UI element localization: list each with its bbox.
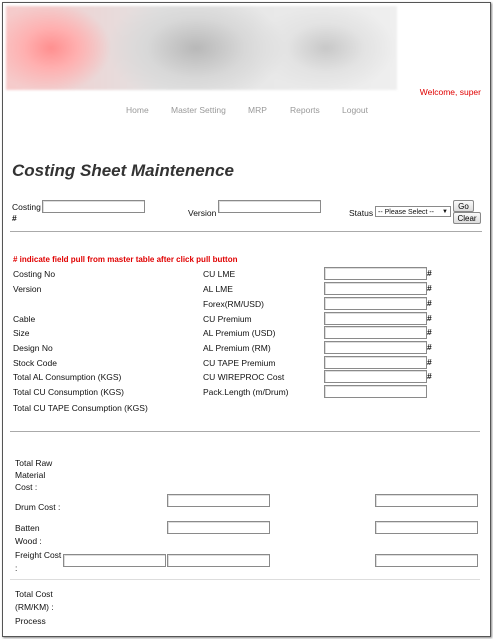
al-lme-label: AL LME bbox=[203, 284, 233, 294]
company-banner-logo bbox=[6, 6, 397, 90]
al-lme-hash: # bbox=[427, 283, 432, 293]
total-cu-tape-consumption-label: Total CU TAPE Consumption (KGS) bbox=[13, 403, 148, 413]
clear-button[interactable]: Clear bbox=[453, 212, 481, 224]
freight-cost-label-line2: : bbox=[15, 563, 18, 573]
cu-premium-input[interactable] bbox=[324, 312, 427, 325]
raw-material-label-line1: Total Raw bbox=[15, 458, 53, 468]
costing-label: Costing bbox=[12, 202, 41, 212]
divider bbox=[10, 579, 480, 580]
cu-tape-premium-input[interactable] bbox=[324, 356, 427, 369]
cu-wireproc-cost-input[interactable] bbox=[324, 370, 427, 383]
total-al-consumption-label: Total AL Consumption (KGS) bbox=[13, 372, 122, 382]
freight-cost-input[interactable] bbox=[63, 554, 166, 567]
version-field-label: Version bbox=[13, 284, 42, 294]
cu-premium-label: CU Premium bbox=[203, 314, 252, 324]
nav-reports[interactable]: Reports bbox=[290, 105, 320, 115]
raw-material-label-line2: Material bbox=[15, 470, 46, 480]
costing-no-label: Costing No bbox=[13, 269, 56, 279]
pack-length-input[interactable] bbox=[324, 385, 427, 398]
cu-tape-premium-hash: # bbox=[427, 357, 432, 367]
al-premium-rm-label: AL Premium (RM) bbox=[203, 343, 271, 353]
costing-hash: # bbox=[12, 213, 17, 223]
nav-logout[interactable]: Logout bbox=[342, 105, 368, 115]
divider bbox=[10, 231, 482, 232]
total-cost-label-line3: Process bbox=[15, 616, 46, 626]
divider bbox=[10, 431, 480, 432]
version-label: Version bbox=[188, 208, 217, 218]
total-cost-label-line2: (RM/KM) : bbox=[15, 602, 54, 612]
al-premium-usd-hash: # bbox=[427, 327, 432, 337]
al-premium-usd-input[interactable] bbox=[324, 326, 427, 339]
pack-length-label: Pack.Length (m/Drum) bbox=[203, 387, 289, 397]
forex-label: Forex(RM/USD) bbox=[203, 299, 264, 309]
batten-wood-label-line2: Wood : bbox=[15, 536, 42, 546]
drum-cost-label: Drum Cost : bbox=[15, 502, 61, 512]
stock-code-label: Stock Code bbox=[13, 358, 57, 368]
cu-wireproc-cost-hash: # bbox=[427, 371, 432, 381]
size-label: Size bbox=[13, 328, 30, 338]
freight-cost-rate-input[interactable] bbox=[167, 554, 270, 567]
nav-home[interactable]: Home bbox=[126, 105, 149, 115]
freight-cost-label-line1: Freight Cost bbox=[15, 550, 62, 560]
chevron-down-icon: ▼ bbox=[442, 209, 448, 215]
al-lme-input[interactable] bbox=[324, 282, 427, 295]
total-cu-consumption-label: Total CU Consumption (KGS) bbox=[13, 387, 125, 397]
pull-note: # indicate field pull from master table after click pull button bbox=[13, 255, 238, 264]
cu-lme-hash: # bbox=[427, 268, 432, 278]
forex-hash: # bbox=[427, 298, 432, 308]
freight-cost-total-input[interactable] bbox=[375, 554, 478, 567]
status-select[interactable] bbox=[375, 206, 451, 217]
status-label: Status bbox=[349, 208, 374, 218]
batten-wood-input[interactable] bbox=[167, 521, 270, 534]
al-premium-usd-label: AL Premium (USD) bbox=[203, 328, 276, 338]
forex-input[interactable] bbox=[324, 297, 427, 310]
top-navigation bbox=[0, 105, 493, 117]
welcome-text: Welcome, super bbox=[419, 87, 481, 97]
cu-lme-input[interactable] bbox=[324, 267, 427, 280]
cable-label: Cable bbox=[13, 314, 36, 324]
raw-material-label-line3: Cost : bbox=[15, 482, 38, 492]
cu-wireproc-cost-label: CU WIREPROC Cost bbox=[203, 372, 285, 382]
page-title: Costing Sheet Maintenence bbox=[12, 161, 234, 180]
design-no-label: Design No bbox=[13, 343, 53, 353]
al-premium-rm-input[interactable] bbox=[324, 341, 427, 354]
cu-premium-hash: # bbox=[427, 313, 432, 323]
nav-mrp[interactable]: MRP bbox=[248, 105, 267, 115]
batten-wood-total-input[interactable] bbox=[375, 521, 478, 534]
nav-master-setting[interactable]: Master Setting bbox=[171, 105, 226, 115]
drum-cost-input[interactable] bbox=[167, 494, 270, 507]
go-button[interactable]: Go bbox=[453, 200, 474, 212]
cu-tape-premium-label: CU TAPE Premium bbox=[203, 358, 276, 368]
cu-lme-label: CU LME bbox=[203, 269, 236, 279]
drum-cost-total-input[interactable] bbox=[375, 494, 478, 507]
al-premium-rm-hash: # bbox=[427, 342, 432, 352]
costing-input[interactable] bbox=[42, 200, 145, 213]
batten-wood-label-line1: Batten bbox=[15, 523, 40, 533]
total-cost-label-line1: Total Cost bbox=[15, 589, 53, 599]
status-selected-value: -- Please Select -- bbox=[378, 209, 435, 216]
version-input[interactable] bbox=[218, 200, 321, 213]
